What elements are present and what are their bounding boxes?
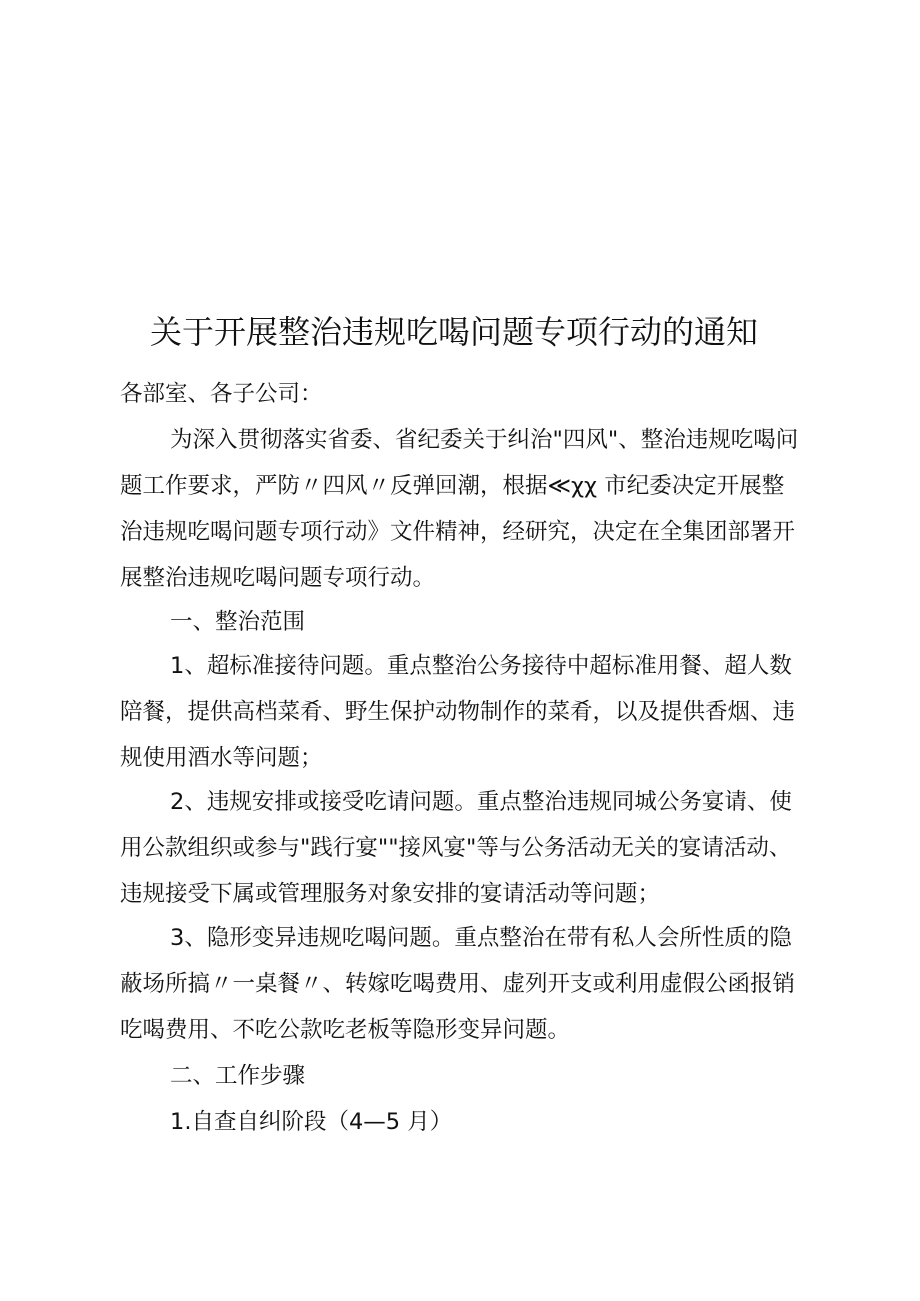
item-1-line-3: 规使用酒水等问题； [120,745,323,771]
salutation: 各部室、各子公司： [120,381,323,407]
step-1-heading: 1.自查自纠阶段（4—5 月） [170,1109,453,1135]
item-3-line-2: 蔽场所搞〃一桌餐〃、转嫁吃喝费用、虚列开支或利用虚假公函报销 [120,971,796,997]
intro-line-2: 题工作要求，严防〃四风〃反弹回潮，根据≪χχ 市纪委决定开展整 [120,473,785,499]
intro-line-1: 为深入贯彻落实省委、省纪委关于纠治"四风"、整治违规吃喝问 [170,427,799,453]
intro-line-4: 展整治违规吃喝问题专项行动。 [120,565,436,591]
intro-line-3: 治违规吃喝问题专项行动》文件精神，经研究，决定在全集团部署开 [120,519,796,545]
item-3-line-1: 3、隐形变异违规吃喝问题。重点整治在带有私人会所性质的隐 [170,925,792,951]
section-2-heading: 二、工作步骤 [170,1063,306,1089]
item-2-line-1: 2、违规安排或接受吃请问题。重点整治违规同城公务宴请、使 [170,789,792,815]
section-1-heading: 一、整治范围 [170,609,306,635]
item-3-line-3: 吃喝费用、不吃公款吃老板等隐形变异问题。 [120,1017,571,1043]
item-2-line-3: 违规接受下属或管理服务对象安排的宴请活动等问题； [120,881,661,907]
item-1-line-2: 陪餐，提供高档菜肴、野生保护动物制作的菜肴，以及提供香烟、违 [120,699,796,725]
item-1-line-1: 1、超标准接待问题。重点整治公务接待中超标准用餐、超人数 [170,653,792,679]
item-2-line-2: 用公款组织或参与"践行宴""接风宴"等与公务活动无关的宴请活动、 [120,835,792,861]
document-title: 关于开展整治违规吃喝问题专项行动的通知 [150,313,759,351]
